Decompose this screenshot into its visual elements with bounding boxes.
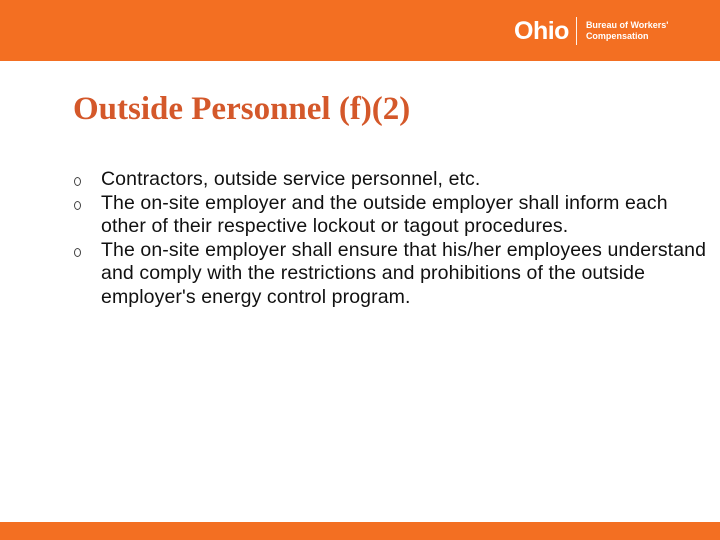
bullet-item — [74, 168, 710, 192]
logo-subtitle-line1: Bureau of Workers' — [585, 20, 669, 30]
bullet-text: The on-site employer and the outside employer shall inform each other of their respective lockout or tagout procedures. — [101, 191, 668, 237]
logo-subtitle — [586, 20, 669, 42]
bullet-text: The on-site employer shall ensure that his/her employees understand and comply with the restrictions and prohibitions of the outside employer's energy control program. — [101, 238, 707, 308]
bullet-text: Contractors, outside service personnel, etc. — [101, 168, 481, 190]
bullet-list — [74, 168, 710, 309]
logo-divider — [576, 17, 577, 45]
slide-title: Outside Personnel (f)(2) — [73, 91, 411, 127]
ohio-bwc-logo — [514, 14, 668, 48]
logo-wordmark: Ohio — [514, 16, 569, 45]
circle-bullet-icon — [74, 248, 81, 257]
circle-bullet-icon — [74, 201, 81, 210]
bullet-item — [74, 192, 710, 239]
header-band — [0, 0, 720, 61]
footer-band — [0, 522, 720, 540]
bullet-item — [74, 239, 710, 310]
logo-subtitle-line2: Compensation — [585, 31, 649, 41]
circle-bullet-icon — [74, 177, 81, 186]
